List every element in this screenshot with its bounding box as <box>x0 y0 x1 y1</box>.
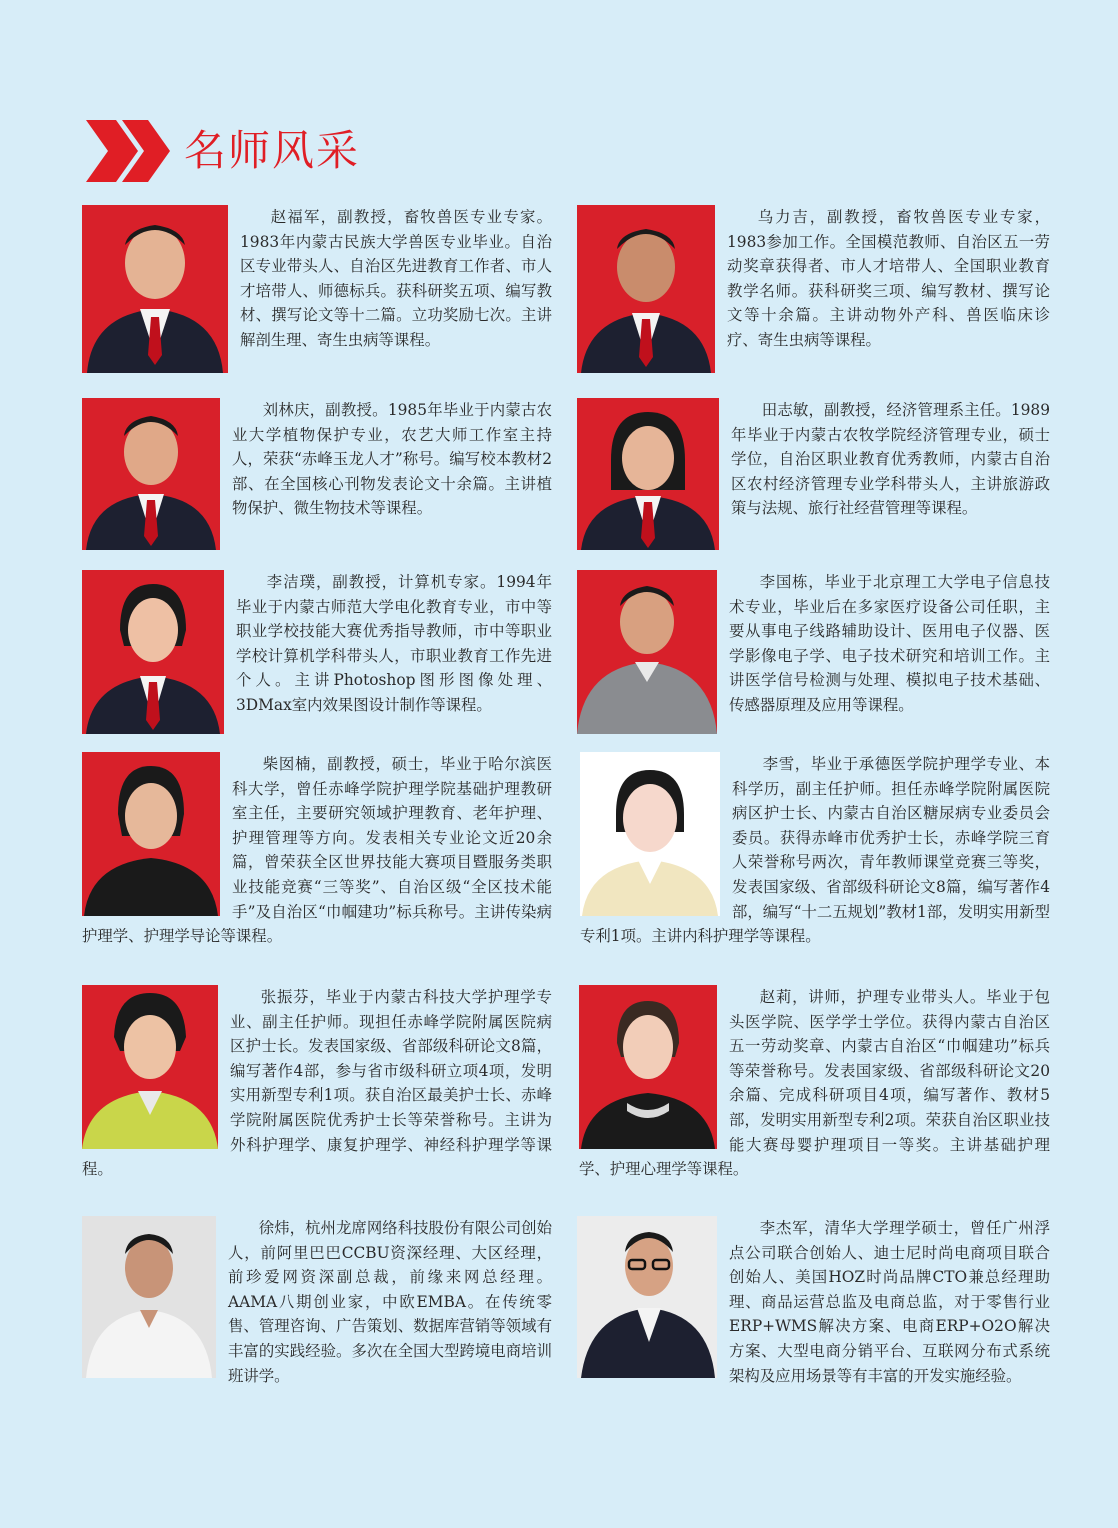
portrait-photo <box>577 570 717 734</box>
portrait-photo <box>577 398 719 550</box>
profile-li-xue <box>580 752 1050 949</box>
portrait-photo <box>82 398 220 550</box>
profile-bio: 赵福军，副教授，畜牧兽医专业专家。1983年内蒙古民族大学兽医专业毕业。自治区专业带头人、自治区先进教育工作者、市人才培带人、师德标兵。获科研奖五项、编写教材、撰写论文等十二篇。立功奖励七次。主讲解剖生理、寄生虫病等课程。 <box>240 208 552 349</box>
portrait-silhouette <box>577 570 717 734</box>
profile-li-guodong <box>577 570 1050 734</box>
section-title: 名师风采 <box>184 126 361 175</box>
portrait-silhouette <box>82 752 220 916</box>
portrait-photo <box>579 985 717 1149</box>
profile-bio: 李国栋，毕业于北京理工大学电子信息技术专业，毕业后在多家医疗设备公司任职，主要从事电子线路辅助设计、医用电子仪器、医学影像电子学、电子技术研究和培训工作。主讲医学信号检测与处理、模拟电子技术基础、传感器原理及应用等课程。 <box>729 573 1050 714</box>
profile-bio: 田志敏，副教授，经济管理系主任。1989年毕业于内蒙古农牧学院经济管理专业，硕士学位，自治区职业教育优秀教师，内蒙古自治区农村经济管理专业学科带头人，主讲旅游政策与法规、旅行社经营管理等课程。 <box>731 401 1050 518</box>
profile-chai-nannan <box>82 752 552 949</box>
portrait-silhouette <box>82 1216 216 1378</box>
profile-bio: 张振芬，毕业于内蒙古科技大学护理学专业、副主任护师。现担任赤峰学院附属医院病区护士长。发表国家级、省部级科研论文8篇，编写著作4部，参与省市级科研立项4项，发明实用新型专利1项。获自治区最美护士长、赤峰学院附属医院优秀护士长等荣誉称号。主讲为外科护理学、康复护理学、神经科护理学等课程。 <box>82 988 552 1179</box>
portrait-silhouette <box>82 570 224 734</box>
portrait-photo <box>82 752 220 916</box>
portrait-photo <box>82 570 224 734</box>
portrait-silhouette <box>579 985 717 1149</box>
profile-zhao-li <box>579 985 1050 1182</box>
profile-li-jiepu <box>82 570 552 734</box>
profile-bio: 李雪，毕业于承德医学院护理学专业、本科学历，副主任护师。担任赤峰学院附属医院病区护士长、内蒙古自治区糖尿病专业委员会委员。获得赤峰市优秀护士长，赤峰学院三育人荣誉称号两次，青年教师课堂竞赛三等奖，发表国家级、省部级科研论文8篇，编写著作4部，编写“十二五规划”教材1部，发明实用新型专利1项。主讲内科护理学等课程。 <box>580 755 1050 946</box>
portrait-silhouette <box>577 1216 717 1378</box>
profile-zhang-zhenfen <box>82 985 552 1182</box>
profile-bio: 李杰军，清华大学理学硕士，曾任广州浮点公司联合创始人、迪士尼时尚电商项目联合创始人、美国HOZ时尚品牌CTO兼总经理助理、商品运营总监及电商总监，对于零售行业ERP+WMS解决方案、电商ERP+O2O解决方案、大型电商分销平台、互联网分布式系统架构及应用场景等有丰富的开发实施经验。 <box>729 1219 1050 1385</box>
portrait-photo <box>82 205 228 373</box>
portrait-silhouette <box>82 205 228 373</box>
profile-liu-linqing <box>82 398 552 550</box>
portrait-silhouette <box>82 985 218 1149</box>
portrait-silhouette <box>577 398 719 550</box>
portrait-silhouette <box>577 205 715 373</box>
profile-li-jiejun <box>577 1216 1050 1388</box>
portrait-photo <box>577 205 715 373</box>
profile-bio: 刘林庆，副教授。1985年毕业于内蒙古农业大学植物保护专业，农艺大师工作室主持人，荣获“赤峰玉龙人才”称号。编写校本教材2部、在全国核心刊物发表论文十余篇。主讲植物保护、微生物技术等课程。 <box>232 401 552 518</box>
profile-tian-zhimin <box>577 398 1050 550</box>
section-header <box>86 118 486 184</box>
profile-bio: 赵莉，讲师，护理专业带头人。毕业于包头医学院、医学学士学位。获得内蒙古自治区五一劳动奖章、内蒙古自治区“巾帼建功”标兵等荣誉称号。发表国家级、省部级科研论文20余篇、完成科研项目4项，编写著作、教材5部，发明实用新型专利2项。荣获自治区职业技能大赛母婴护理项目一等奖。主讲基础护理学、护理心理学等课程。 <box>579 988 1050 1179</box>
portrait-photo <box>580 752 720 916</box>
portrait-photo <box>577 1216 717 1378</box>
portrait-silhouette <box>580 752 720 916</box>
profile-bio: 李洁璞，副教授，计算机专家。1994年毕业于内蒙古师范大学电化教育专业，市中等职业学校技能大赛优秀指导教师，市中等职业学校计算机学科带头人，市职业教育工作先进个人。主讲Photoshop图形图像处理、3DMax室内效果图设计制作等课程。 <box>236 573 552 714</box>
profile-xu-wei <box>82 1216 552 1388</box>
profile-wu-liji <box>577 205 1050 373</box>
profile-zhao-fujun <box>82 205 552 373</box>
portrait-silhouette <box>82 398 220 550</box>
profile-bio: 徐炜，杭州龙席网络科技股份有限公司创始人，前阿里巴巴CCBU资深经理、大区经理，前珍爱网资深副总裁，前缘来网总经理。AAMA八期创业家，中欧EMBA。在传统零售、管理咨询、广告策划、数据库营销等领域有丰富的实践经验。多次在全国大型跨境电商培训班讲学。 <box>228 1219 552 1385</box>
profile-bio: 乌力吉，副教授，畜牧兽医专业专家，1983参加工作。全国模范教师、自治区五一劳动奖章获得者、市人才培带人、全国职业教育教学名师。获科研奖三项、编写教材、撰写论文等十余篇。主讲动物外产科、兽医临床诊疗、寄生虫病等课程。 <box>727 208 1050 349</box>
profile-bio: 柴囡楠，副教授，硕士，毕业于哈尔滨医科大学，曾任赤峰学院护理学院基础护理教研室主任，主要研究领域护理教育、老年护理、护理管理等方向。发表相关专业论文近20余篇，曾荣获全区世界技能大赛项目暨服务类职业技能竞赛“三等奖”、自治区级“全区技术能手”及自治区“巾帼建功”标兵称号。主讲传染病护理学、护理学导论等课程。 <box>82 755 552 946</box>
portrait-photo <box>82 985 218 1149</box>
portrait-photo <box>82 1216 216 1378</box>
double-chevron-icon <box>86 120 172 182</box>
